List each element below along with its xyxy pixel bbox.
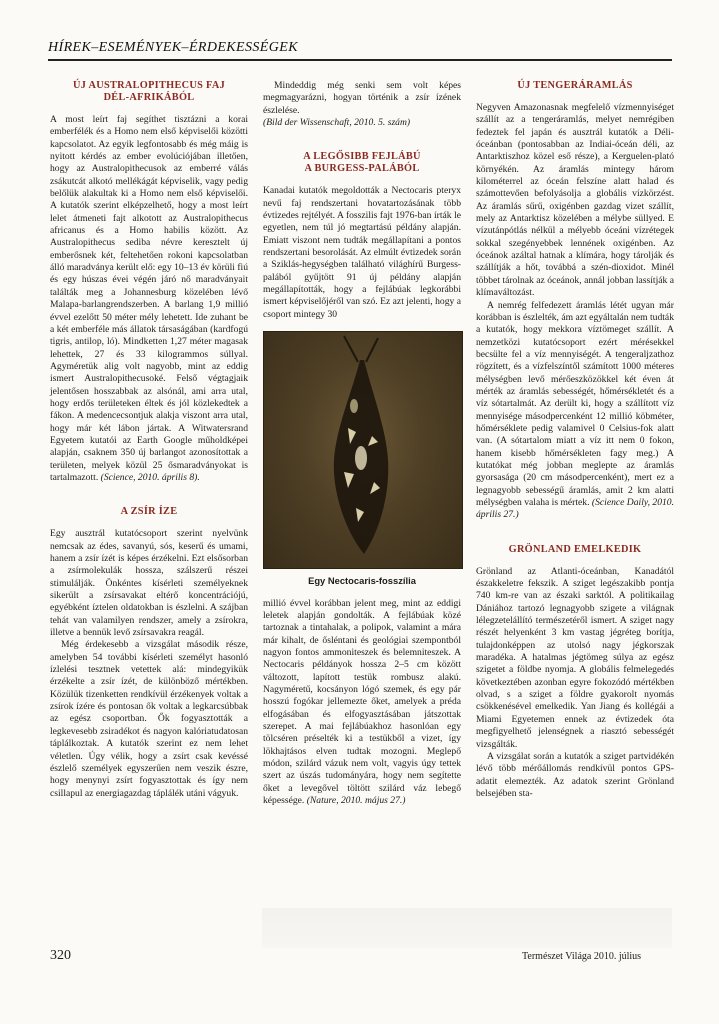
article-title-tengeraramlas: ÚJ TENGERÁRAMLÁS: [517, 80, 633, 91]
article-paragraph: A most leírt faj segíthet tisztázni a korai emberfélék és a Homo nem első képviselői közötti kapcsolatot. Az egyik legfontosabb és még máig is nyitott kérdés az ember evolúciójában illetően, hogy az Australopithecusok az emberré válás zsákutcát alkotó mellékágát képviselik, vagy pedig belőlük alakultak ki a Homo nem első képviselői. A kutatók szerint elképzelhető, hogy a most leírt lelet átmeneti fajt alkotott az Australopithecus africanus és a Homo habilis között. Az Australopithecus sediba névre keresztelt új emberősnek két, feltehetően rokoni kapcsolatban álló maradványa került elő: egy 10–13 év körüli fiú és egy húszas évei végén járó nő maradványait találták meg a Johannesburg közelében lévő Malapa-barlangrendszerben. A barlang 1,9 millió évvel ezelőtt 50 méter mély lehetett. Ide zuhant be a két emberféle más állatok társaságában (kardfogú tigris, antilop, ló). Mindketten 1,27 méter magasak lehettek, 27 és 33 kilogrammos súllyal. Agyméretük alig volt nagyobb, mint az eddig ismert Australopithecusoké. Felső végtagjaik jelentősen hosszabbak az alsónál, ami arra utal, hogy erdős területeken éltek és jól közlekedtek a fákon. A medencecsontjuk alakja viszont arra utal, hogy már két lábon jártak. A Witwatersrand Egyetem kutatói az Earth Google műholdképei alapján, csaknem 350 új barlangot azonosítottak a területen, melyek közül 25 ősmaradványokat is tartalmazott. (Science, 2010. április 8).: [50, 114, 248, 483]
header-rule: [48, 59, 672, 61]
journal-footer: Természet Világa 2010. július: [522, 951, 642, 962]
section-title: HÍREK–ESEMÉNYEK–ÉRDEKESSÉGEK: [48, 40, 298, 55]
figure-caption: Egy Nectocaris-fosszília: [308, 575, 416, 587]
article-paragraph: millió évvel korábban jelent meg, mint az eddigi leletek alapján gondolták. A fejlábúak közé tartoznak a tintahalak, a polipok, valamint a mára már kihalt, de ősléntani és geológiai szempontból nagyon fontos ammoniteszek és belemniteszek. A Nectocaris példányok hossza 2–5 cm között változott, lapított testük rombusz alakú. Nagyméretű, kocsányon lógó szemek, és egy pár hosszú fogókar jellemezte őket, amelyek a préda elfogásában és elfogyasztásában játszottak szerepet. A mai fejlábúakhoz hasonlóan egy tölcséren préselték ki a testükből a vizet, így lökhajtásos elven tudtak mozogni. Meglepő módon, szilárd vázuk nem volt, vagyis úgy tettek szert az úszás tudományára, hogy nem segítette őket a levegővel töltött szilárd váz lebegő képessége. (Nature, 2010. május 27.): [263, 597, 461, 806]
article-title-fejlabu: A LEGŐSIBB FEJLÁBÚ A BURGESS-PALÁBÓL: [303, 151, 421, 175]
article-paragraph: A vizsgálat során a kutatók a sziget partvidékén lévő több mérőállomás rendkívül pontos GPS-adatit elemezték. Az adatok szerint Grönland belsejében sta-: [476, 750, 674, 799]
article-paragraph: Még érdekesebb a vizsgálat második része, amelyben 54 további kísérleti személyt hasonló ízlelési tesztnek vetettek alá: mindegyikük érzékelte a zsír ízét, de különböző mértékben. Közülük tizenketten rendkívül érzékenyek voltak a zsírok ízére és pontosan ők voltak a legkarcsúbbak az egész csoportban. Ők fogyasztották a legkevesebb zsiradékot és nagyon kalóriatudatosan táplálkoztak. A kutatók szerint ez nem lehet véletlen. Úgy vélik, hogy a zsírt csak kevéssé észlelő személyek egyszerűen nem veszik észre, hogy menynyi zsírt fogyasztottak és így nem csillapul az energiagazdag táplálék utáni vágyuk.: [50, 639, 248, 799]
nectocaris-fossil-image: [264, 332, 462, 568]
article-title-zsir: A ZSÍR ÍZE: [120, 506, 178, 518]
article-paragraph: Egy ausztrál kutatócsoport szerint nyelvünk nemcsak az édes, savanyú, sós, keserű és umami, hanem a zsír ízét is képes érzékelni. Ezt elsősorban a zsírmolekulák hossza, szálszerű részei stimulálják. Önkéntes kísérleti személyeknek sikerült a zsírsavakat eltérő koncentrációjú, egyébként íztelen oldatokban is észlelni. A szájban tehát van valamilyen rendszer, amely a zsírokra, illetve a bennük levő zsírsavakra reagál.: [50, 528, 248, 639]
citation: (Science Daily, 2010. április 27.): [476, 497, 674, 521]
article-paragraph: Mindeddig még senki sem volt képes megmagyarázni, hogyan történik a zsír ízének észlelése.: [263, 80, 461, 116]
fossil-photo: [263, 331, 463, 569]
article-paragraph: Grönland az Atlanti-óceánban, Kanadától északkeletre fekszik. A sziget legészakibb pontja 740 km-re van az északi sarktól. A politikailag Dániához tartozó legnagyobb szigete a világnak lélegzetelállító természetéről ismert. A sziget nagy részét helyenként 3 km vastag jégréteg borítja, tulajdonképpen az utolsó nagy jégkorszak maradéka. A hatalmas jégtömeg súlya az egész szigetet a földbe nyomja. A globális felmelegedés következtében azonban egyre fokozódó mértékben olvad, s a sziget a földre gyakorolt nyomás csökkenésével emelkedik. Yan Jiang és kollégái a Miami Egyetemen ennek az évtizedek óta megfigyelhető jelenségnek a riasztó sebességét vizsgálták.: [476, 565, 674, 750]
running-header: [48, 40, 672, 56]
citation: (Nature, 2010. május 27.): [306, 795, 406, 806]
article-paragraph: A nemrég felfedezett áramlás létét ugyan már korábban is észlelték, ám azt egyáltalán nem tudták a kutatók, hogy mekkora víztömeget szállít. A nemzetközi kutatócsoport ezért mérésekkel becsülte fel a víz mennyiségét. A tengeraljzathoz rögzített, és a vízfelszíntől számított 1000 méteres mélységben levő mérőeszközökkel két éven át mérték az áramlás sebességét, hőmérsékletét és a víz sótartalmát. Az derült ki, hogy a szállított víz mennyisége másodpercenként 12 millió köbméter, hőmérséklete pedig valamivel 0 Celsius-fok alatt van. (A sótartalom miatt a víz itt nem 0 fokon, hanem kisebb hőmérsékleten fagy meg.) A kutatókat még jobban meglepte az áramlás gyorsasága (20 cm másodpercenként), mert ez a legnagyobb sebességű áramlás, amit 2 km alatti mélységben valaha is mértek. (Science Daily, 2010. április 27.): [476, 299, 674, 521]
column-1: [50, 80, 248, 800]
article-title-gronland: GRÖNLAND EMELKEDIK: [508, 543, 642, 555]
citation: (Bild der Wissenschaft, 2010. 5. szám): [263, 117, 411, 129]
article-paragraph: Negyven Amazonasnak megfelelő vízmennyiséget szállít az a tengeráramlás, melyet nemrégiben fedeztek fel japán és ausztrál kutatók a Déli-óceánban (pontosabban az Indiai-óceán déli, az Antarktiszhoz közel eső része), a Kerguelen-plató környékén. Az áramlás mintegy három kilométerrel az óceán felszíne alatt halad és számottevően befolyásolja a globális vízkörzést. Az áramlás sűrű, oxigénben gazdag vizet szállít, mely az Antarktisz közelében a mélybe süllyed. E vízutánpótlás nélkül a mélyebb óceáni vízrétegek sokkal szegényebbek lennének oxigénben. Az óceánok azáltal hatnak a klímára, hogy tárolják és szállítják a hőt, továbbá a szén-dioxidot. Minél többet tárolnak az óceánok, annál jobban lassítják a klímaváltozást.: [476, 102, 674, 299]
page-number: 320: [50, 948, 71, 963]
citation: (Science, 2010. április 8).: [100, 471, 200, 483]
column-3: [476, 80, 674, 800]
show-through-shadow: [262, 908, 672, 948]
article-title-australopithecus: ÚJ AUSTRALOPITHECUS FAJ DÉL-AFRIKÁBÓL: [72, 80, 226, 103]
article-paragraph: Kanadai kutatók megoldották a Nectocaris pteryx nevű faj rendszertani hovatartozásának több évtizedes rejtélyét. A fosszilis fajt 1976-ban írták le egyetlen, nem túl jó megtartású példány alapján. Emiatt viszont nem tudták megállapítani a pontos rendszertani besorolását. Az elmúlt évtizedek során a Sziklás-hegységben található világhírű Burgess-palából gyűjtött 91 új példány alapján megállapították, hogy a fejlábúak legkorábbi ismert képviselőjéről van szó. Ez azt jelenti, hogy a csoport mintegy 30: [263, 185, 461, 320]
column-2: [263, 80, 461, 807]
